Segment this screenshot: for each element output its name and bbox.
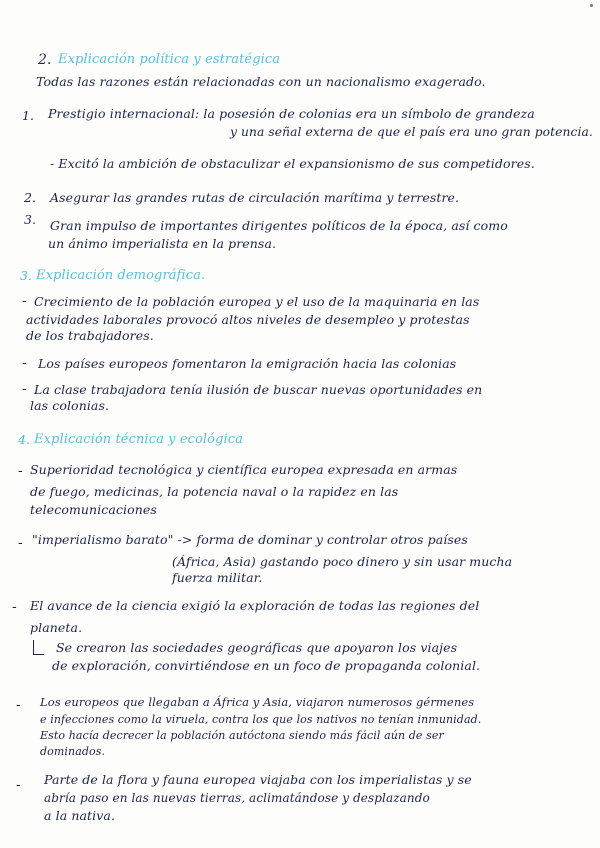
section-4-bullet-3-line-2: planeta. [30, 620, 83, 635]
item-3-line-2: un ánimo imperialista en la prensa. [48, 236, 277, 251]
section-4-bullet-5-line-2: abría paso en las nuevas tierras, aclimatándose y desplazando [44, 791, 430, 805]
item-1-subpoint: - Excitó la ambición de obstaculizar el expansionismo de sus competidores. [50, 156, 535, 171]
section-2-number: 2. [38, 52, 52, 68]
bullet-dash: - [18, 464, 23, 479]
item-1-line-2: y una señal externa de que el país era uno gran potencia. [230, 125, 593, 139]
section-3-bullet-3-line-1: La clase trabajadora tenía ilusión de buscar nuevas oportunidades en [34, 382, 483, 397]
section-4-heading: Explicación técnica y ecológica [34, 432, 244, 447]
section-4-bullet-5-line-3: a la nativa. [44, 808, 116, 823]
section-4-bullet-3-line-1: El avance de la ciencia exigió la exploración de todas las regiones del [30, 598, 480, 613]
bullet-dash: - [22, 294, 27, 309]
section-4-bullet-2-line-1: "imperialismo barato" -> forma de dominar y controlar otros países [32, 532, 468, 547]
bullet-dash: - [22, 382, 27, 397]
bullet-dash: - [16, 778, 21, 793]
section-4-bullet-4-line-4: dominados. [40, 745, 106, 758]
item-1-number: 1. [22, 108, 35, 123]
section-4-bullet-1-line-2: de fuego, medicinas, la potencia naval o la rapidez en las [30, 484, 399, 499]
section-2-heading: Explicación política y estratégica [58, 52, 281, 67]
sub-arrow-icon [33, 640, 44, 655]
section-4-bullet-3-sub-line-2: de exploración, convirtiéndose en un foco de propaganda colonial. [52, 658, 481, 673]
section-4-bullet-2-line-2: (África, Asia) gastando poco dinero y sin usar mucha [172, 554, 513, 569]
item-3-number: 3. [24, 212, 37, 227]
section-4-bullet-1-line-1: Superioridad tecnológica y científica europea expresada en armas [30, 462, 458, 477]
section-2-intro: Todas las razones están relacionadas con un nacionalismo exagerado. [36, 74, 486, 89]
section-3-bullet-1-line-2: actividades laborales provocó altos niveles de desempleo y protestas [26, 312, 470, 327]
bullet-dash: - [16, 698, 21, 713]
item-1-line-1: Prestigio internacional: la posesión de colonias era un símbolo de grandeza [48, 106, 535, 121]
section-3-bullet-1-line-3: de los trabajadores. [26, 328, 154, 343]
section-4-bullet-4-line-1: Los europeos que llegaban a África y Asia, viajaron numerosos gérmenes [40, 695, 475, 709]
section-4-bullet-2-line-3: fuerza militar. [172, 570, 263, 585]
bullet-dash: - [22, 356, 27, 371]
corner-mark [590, 4, 593, 7]
section-3-heading: Explicación demográfica. [36, 268, 206, 283]
bullet-dash: - [18, 536, 23, 551]
section-3-bullet-1-line-1: Crecimiento de la población europea y el uso de la maquinaria en las [34, 294, 480, 309]
section-3-bullet-2: Los países europeos fomentaron la emigración hacia las colonias [38, 356, 457, 371]
section-4-bullet-5-line-1: Parte de la flora y fauna europea viajaba con los imperialistas y se [44, 772, 472, 787]
section-4-bullet-4-line-2: e infecciones como la viruela, contra los que los nativos no tenían inmunidad. [40, 713, 482, 726]
section-4-bullet-4-line-3: Esto hacía decrecer la población autóctona siendo más fácil aún de ser [40, 729, 444, 742]
section-3-bullet-3-line-2: las colonias. [30, 398, 110, 413]
bullet-dash: - [12, 600, 17, 615]
section-3-number: 3. [20, 268, 33, 283]
section-4-number: 4. [18, 432, 31, 447]
item-2-text: Asegurar las grandes rutas de circulación marítima y terrestre. [50, 190, 460, 205]
item-3-line-1: Gran impulso de importantes dirigentes políticos de la época, así como [50, 218, 508, 233]
section-4-bullet-1-line-3: telecomunicaciones [30, 502, 157, 517]
section-4-bullet-3-sub-line-1: Se crearon las sociedades geográficas que apoyaron los viajes [56, 640, 458, 655]
item-2-number: 2. [24, 190, 37, 205]
